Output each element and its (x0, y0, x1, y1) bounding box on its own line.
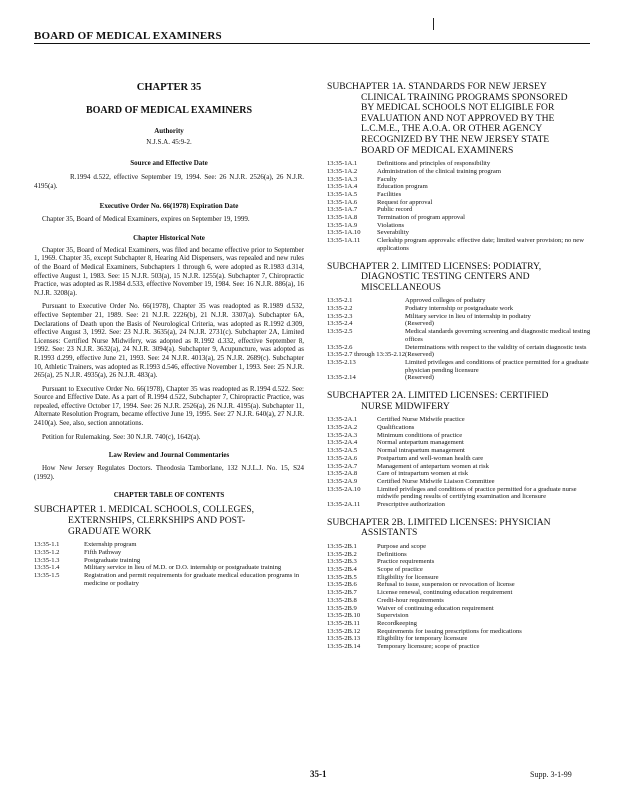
subchapter-heading-line: SUBCHAPTER 2A. LIMITED LICENSES: CERTIFIED (327, 390, 549, 402)
section-title: Externship program (84, 541, 137, 549)
section-number: 13:35-1A.11 (327, 237, 361, 245)
toc-row (327, 374, 591, 382)
toc-row (327, 344, 591, 352)
toc-row (327, 305, 591, 313)
subchapter-1-line: GRADUATE WORK (68, 525, 152, 537)
section-title: Approved colleges of podiatry (405, 297, 486, 305)
section-title: Purpose and scope (377, 542, 427, 550)
section-number: 13:35-2A.9 (327, 477, 358, 485)
section-number: 13:35-2.14 (327, 374, 356, 382)
section-number: 13:35-1.1 (34, 541, 60, 549)
section-title: Violations (377, 221, 405, 229)
section-title: Fifth Pathway (84, 548, 122, 556)
section-number: 13:35-2B.13 (327, 635, 361, 643)
toc-row (327, 628, 591, 636)
section-number: 13:35-2.6 (327, 343, 353, 351)
section-title: Waiver of continuing education requirement (377, 604, 494, 612)
section-title: Practice requirements (377, 558, 435, 566)
toc-row (327, 566, 591, 574)
section-title: Temporary licensure; scope of practice (377, 643, 480, 651)
section-number: 13:35-2B.4 (327, 566, 357, 574)
section-title: Education program (377, 183, 428, 191)
section-title: (Reserved) (405, 374, 434, 382)
section-number: 13:35-2.4 (327, 320, 353, 328)
section-number: 13:35-1A.4 (327, 183, 358, 191)
subchapter-2-heading (327, 262, 591, 294)
toc-row (34, 564, 304, 572)
petition-text: Petition for Rulemaking. See: 30 N.J.R. 740(c), 1642(a). (42, 432, 201, 441)
section-number: 13:35-2A.8 (327, 470, 358, 478)
toc-row (327, 176, 591, 184)
section-title: Certified Nurse Midwife Liaison Committee (377, 477, 495, 485)
section-title: Eligibility for temporary licensure (377, 635, 468, 643)
section-title: Credit-hour requirements (377, 596, 444, 604)
authority-text: N.J.S.A. 45:9-2. (146, 138, 192, 146)
subchapter-1-list (34, 541, 304, 587)
section-number: 13:35-1A.7 (327, 206, 358, 214)
section-title: Severability (377, 229, 409, 237)
history-paragraph-1: Chapter 35, Board of Medical Examiners, was filed and became effective prior to September 1, 1969. Chapter 35, except Subchapter 8, Hearing Aid Dispensers, was repealed and new rules of the Board of Medical Examiners, Subchapters 1 through 6, were adopted as R.1983 d.314, effective August 1, 1983. See: 15 N.J.R. 503(a), 15 N.J.R. 1255(a). Subchapter 7, Chiropractic Practice, was adopted as R.1984 d.533, effective November 19, 1984. See: 16 N.J.R. 886(a), 16 N.J.R. 3208(a). (34, 245, 304, 297)
section-title: Management of antepartum women at risk (377, 462, 489, 470)
section-title: Requirements for issuing prescriptions for medications (377, 627, 522, 635)
section-title: Limited privileges and conditions of practice permitted for a graduate physician pending licensure (405, 359, 589, 374)
section-number: 13:35-1A.8 (327, 214, 358, 222)
section-title: Limited privileges and conditions of practice permitted for a graduate nurse midwife pending results of certifying examination and licensure (377, 485, 577, 501)
subchapter-heading-line: SUBCHAPTER 2. LIMITED LICENSES: PODIATRY, (327, 260, 542, 272)
section-number: 13:35-2A.6 (327, 454, 358, 462)
toc-row (327, 297, 591, 305)
section-title: Normal intrapartum management (377, 447, 465, 455)
section-title: Certified Nurse Midwife practice (377, 416, 465, 424)
toc-row (327, 320, 591, 328)
section-number: 13:35-1A.3 (327, 175, 358, 183)
running-header: BOARD OF MEDICAL EXAMINERS (34, 30, 590, 44)
section-title: Eligibility for licensure (377, 573, 439, 581)
toc-heading: CHAPTER TABLE OF CONTENTS (113, 491, 225, 500)
section-number: 13:35-2B.6 (327, 581, 357, 589)
section-number: 13:35-2A.7 (327, 462, 358, 470)
toc-row (327, 206, 591, 214)
section-number: 13:35-2B.14 (327, 643, 361, 651)
law-review-heading: Law Review and Journal Commentaries (108, 451, 230, 460)
section-title: Medical standards governing screening and diagnostic medical testing offices (405, 328, 591, 343)
toc-row (327, 229, 591, 237)
section-title: Podiatry internship or postgraduate work (405, 305, 514, 313)
section-title: Recordkeeping (377, 619, 417, 627)
exec-order-heading: Executive Order No. 66(1978) Expiration Date (99, 202, 239, 211)
section-number: 13:35-2.1 (327, 297, 353, 305)
section-number: 13:35-2B.5 (327, 573, 357, 581)
subchapter-heading-line: MISCELLANEOUS (361, 281, 441, 293)
section-title: Determinations with respect to the validity of certain diagnostic tests (405, 343, 587, 351)
subchapter-2a-list (327, 416, 591, 508)
toc-row (327, 543, 591, 551)
subchapter-heading-line: BY MEDICAL SCHOOLS NOT ELIGIBLE FOR (361, 102, 555, 114)
law-review-text: How New Jersey Regulates Doctors. Theodosia Tamborlane, 132 N.J.L.J. No. 15, S24 (1992). (34, 464, 304, 481)
section-number: 13:35-2A.5 (327, 447, 358, 455)
source-text: R.1994 d.522, effective September 19, 1994. See: 26 N.J.R. 2526(a), 26 N.J.R. 4195(a). (34, 173, 304, 190)
supplement-date: Supp. 3-1-99 (530, 770, 572, 779)
section-number: 13:35-1A.5 (327, 190, 358, 198)
history-paragraph-2: Pursuant to Executive Order No. 66(1978), Chapter 35 was readopted as R.1989 d.532, effective September 21, 1989. See: 21 N.J.R. 2226(b), 21 N.J.R. 3307(a). Subchapter 6A, Declarations of Death upon the Basis of Neurological Criteria, was adopted as R.1992 d.309, effective August 3, 1992. See: 23 N.J.R. 3635(a), 24 N.J.R. 2731(c). Subchapter 2A, Limited Licenses: Certified Nurse Midwifery, was adopted as R.1992 d.332, effective September 8, 1992. See: 23 N.J.R. 3632(a), 24 N.J.R. 3094(a). Subchapter 9, Acupuncture, was adopted as R.1993 d.299, effective June 21, 1993. See: 24 N.J.R. 4013(a), 25 N.J.R. 2689(c). Subchapter 10, Athletic Trainers, was adopted as R.1993 d.546, effective November 1, 1993. See: 25 N.J.R. 265(a), 25 N.J.R. 4935(a), 26 N.J.R. 483(a). (34, 302, 304, 380)
subchapter-1-line: EXTERNSHIPS, CLERKSHIPS AND POST- (68, 515, 246, 527)
section-number: 13:35-2A.3 (327, 431, 358, 439)
authority-heading: Authority (154, 127, 184, 135)
toc-row (327, 359, 591, 374)
toc-row (327, 351, 591, 359)
section-number: 13:35-2.7 through 13:35-2.12 (327, 351, 406, 359)
section-title: Prescriptive authorization (377, 501, 445, 509)
section-title: License renewal, continuing education requirement (377, 589, 513, 597)
toc-row (327, 478, 591, 486)
toc-row (34, 572, 304, 587)
toc-row (327, 424, 591, 432)
toc-row (327, 558, 591, 566)
subchapter-2b-heading (327, 518, 591, 539)
section-number: 13:35-2.3 (327, 312, 353, 320)
toc-row (327, 313, 591, 321)
section-number: 13:35-1.4 (34, 564, 60, 572)
section-title: (Reserved) (405, 351, 434, 359)
section-title: Faculty (377, 175, 397, 183)
section-title: Postpartum and well-woman health care (377, 454, 484, 462)
subchapter-1-heading (34, 505, 304, 537)
subchapter-heading-line: ASSISTANTS (361, 527, 418, 539)
toc-row (327, 328, 591, 343)
header-tick-mark (433, 18, 434, 30)
toc-row (327, 589, 591, 597)
subchapter-heading-line: CLINICAL TRAINING PROGRAMS SPONSORED (361, 91, 568, 103)
toc-row (327, 191, 591, 199)
history-paragraph-3: Pursuant to Executive Order No. 66(1978), Chapter 35 was readopted as R.1994 d.522. See: Source and Effective Date. As a part of R.1994 d.522, Subchapter 7, Chiropractic Practice, was repealed, effective October 17, 1994. See: 26 N.J.R. 2526(a), 26 N.J.R. 4195(a). Subchapter 11, Alternate Resolution Program, became effective June 19, 1995. See: 27 N.J.R. 640(a), 27 N.J.R. 2410(a). See, also, section annotations. (34, 384, 304, 428)
subchapter-heading-line: NURSE MIDWIFERY (361, 400, 450, 412)
subchapter-heading-line: SUBCHAPTER 1A. STANDARDS FOR NEW JERSEY (327, 81, 547, 92)
section-title: Request for approval (377, 198, 433, 206)
section-number: 13:35-2B.11 (327, 619, 360, 627)
section-number: 13:35-1A.9 (327, 221, 358, 229)
section-title: Administration of the clinical training program (377, 167, 501, 175)
section-title: Definitions and principles of responsibility (377, 160, 491, 168)
section-title: Scope of practice (377, 566, 423, 574)
section-number: 13:35-1A.1 (327, 160, 358, 168)
toc-row (327, 199, 591, 207)
section-number: 13:35-2.13 (327, 359, 356, 366)
chapter-title: BOARD OF MEDICAL EXAMINERS (85, 105, 253, 116)
section-number: 13:35-2B.3 (327, 558, 357, 566)
toc-row (327, 160, 591, 168)
toc-row (327, 581, 591, 589)
source-heading: Source and Effective Date (130, 159, 208, 167)
section-title: Care of intrapartum women at risk (377, 470, 469, 478)
subchapter-heading-line: RECOGNIZED BY THE NEW JERSEY STATE (361, 133, 550, 145)
toc-row (327, 432, 591, 440)
section-number: 13:35-1A.2 (327, 167, 358, 175)
page-number: 35-1 (310, 769, 327, 779)
toc-row (327, 214, 591, 222)
section-number: 13:35-1.5 (34, 572, 60, 580)
section-title: Definitions (377, 550, 407, 558)
toc-row (327, 643, 591, 651)
exec-order-text: Chapter 35, Board of Medical Examiners, expires on September 19, 1999. (42, 215, 250, 224)
toc-row (327, 237, 591, 252)
subchapter-heading-line: EVALUATION AND NOT APPROVED BY THE (361, 112, 555, 124)
section-number: 13:35-2A.10 (327, 485, 361, 493)
section-title: Postgraduate training (84, 556, 141, 564)
subchapter-heading-line: L.C.M.E., THE A.O.A. OR OTHER AGENCY (361, 123, 543, 135)
section-number: 13:35-2B.7 (327, 589, 357, 597)
section-number: 13:35-2A.4 (327, 439, 358, 447)
right-column (327, 82, 591, 651)
toc-row (327, 222, 591, 230)
toc-row (327, 183, 591, 191)
section-title: Termination of program approval (377, 214, 465, 222)
section-title: Public record (377, 206, 413, 214)
toc-row (327, 574, 591, 582)
subchapter-heading-line: DIAGNOSTIC TESTING CENTERS AND (361, 271, 530, 283)
section-number: 13:35-2B.8 (327, 596, 357, 604)
section-title: Military service in lieu of internship in podiatry (405, 312, 531, 320)
chapter-number: CHAPTER 35 (136, 82, 202, 93)
subchapter-1a-heading (327, 82, 591, 156)
toc-row (327, 635, 591, 643)
section-number: 13:35-2.5 (327, 328, 353, 336)
section-number: 13:35-1A.6 (327, 198, 358, 206)
section-title: Minimum conditions of practice (377, 431, 463, 439)
section-title: Supervision (377, 612, 409, 620)
history-heading: Chapter Historical Note (133, 233, 205, 242)
toc-row (34, 549, 304, 557)
toc-row (327, 501, 591, 509)
section-title: Facilities (377, 190, 402, 198)
subchapter-2b-list (327, 543, 591, 651)
section-title: Clerkship program approvals: effective date; limited waiver provision; no new applications (377, 237, 584, 252)
subchapter-2a-heading (327, 391, 591, 412)
subchapter-heading-line: BOARD OF MEDICAL EXAMINERS (361, 144, 514, 156)
section-number: 13:35-2.2 (327, 305, 353, 313)
toc-row (327, 620, 591, 628)
subchapter-heading-line: SUBCHAPTER 2B. LIMITED LICENSES: PHYSICIAN (327, 516, 551, 528)
toc-row (327, 447, 591, 455)
section-number: 13:35-2A.1 (327, 416, 358, 424)
section-number: 13:35-1.3 (34, 556, 60, 564)
toc-row (327, 551, 591, 559)
section-title: (Reserved) (405, 320, 434, 328)
section-title: Military service in lieu of M.D. or D.O. internship or postgraduate training (84, 564, 282, 572)
section-title: Registration and permit requirements for graduate medical education programs in medicine or podiatry (84, 572, 300, 587)
toc-row (327, 605, 591, 613)
section-number: 13:35-2A.2 (327, 424, 358, 431)
section-number: 13:35-1.2 (34, 548, 60, 556)
section-number: 13:35-2B.1 (327, 542, 357, 550)
section-number: 13:35-2B.9 (327, 604, 357, 612)
section-number: 13:35-2B.2 (327, 550, 357, 558)
subchapter-2-list (327, 297, 591, 382)
toc-row (327, 168, 591, 176)
section-number: 13:35-2B.12 (327, 627, 361, 635)
section-number: 13:35-2B.10 (327, 612, 361, 620)
subchapter-1-line: SUBCHAPTER 1. MEDICAL SCHOOLS, COLLEGES, (34, 504, 255, 516)
toc-row (327, 486, 591, 501)
section-title: Normal antepartum management (377, 439, 464, 447)
toc-row (34, 541, 304, 549)
section-title: Qualifications (377, 424, 415, 431)
toc-row (327, 416, 591, 424)
subchapter-1a-list (327, 160, 591, 252)
toc-row (327, 439, 591, 447)
section-number: 13:35-1A.10 (327, 229, 361, 237)
toc-row (327, 470, 591, 478)
toc-row (34, 557, 304, 565)
toc-row (327, 597, 591, 605)
toc-row (327, 612, 591, 620)
section-number: 13:35-2A.11 (327, 501, 361, 509)
section-title: Refusal to issue, suspension or revocation of license (377, 581, 515, 589)
toc-row (327, 455, 591, 463)
toc-row (327, 463, 591, 471)
left-column (34, 82, 304, 587)
